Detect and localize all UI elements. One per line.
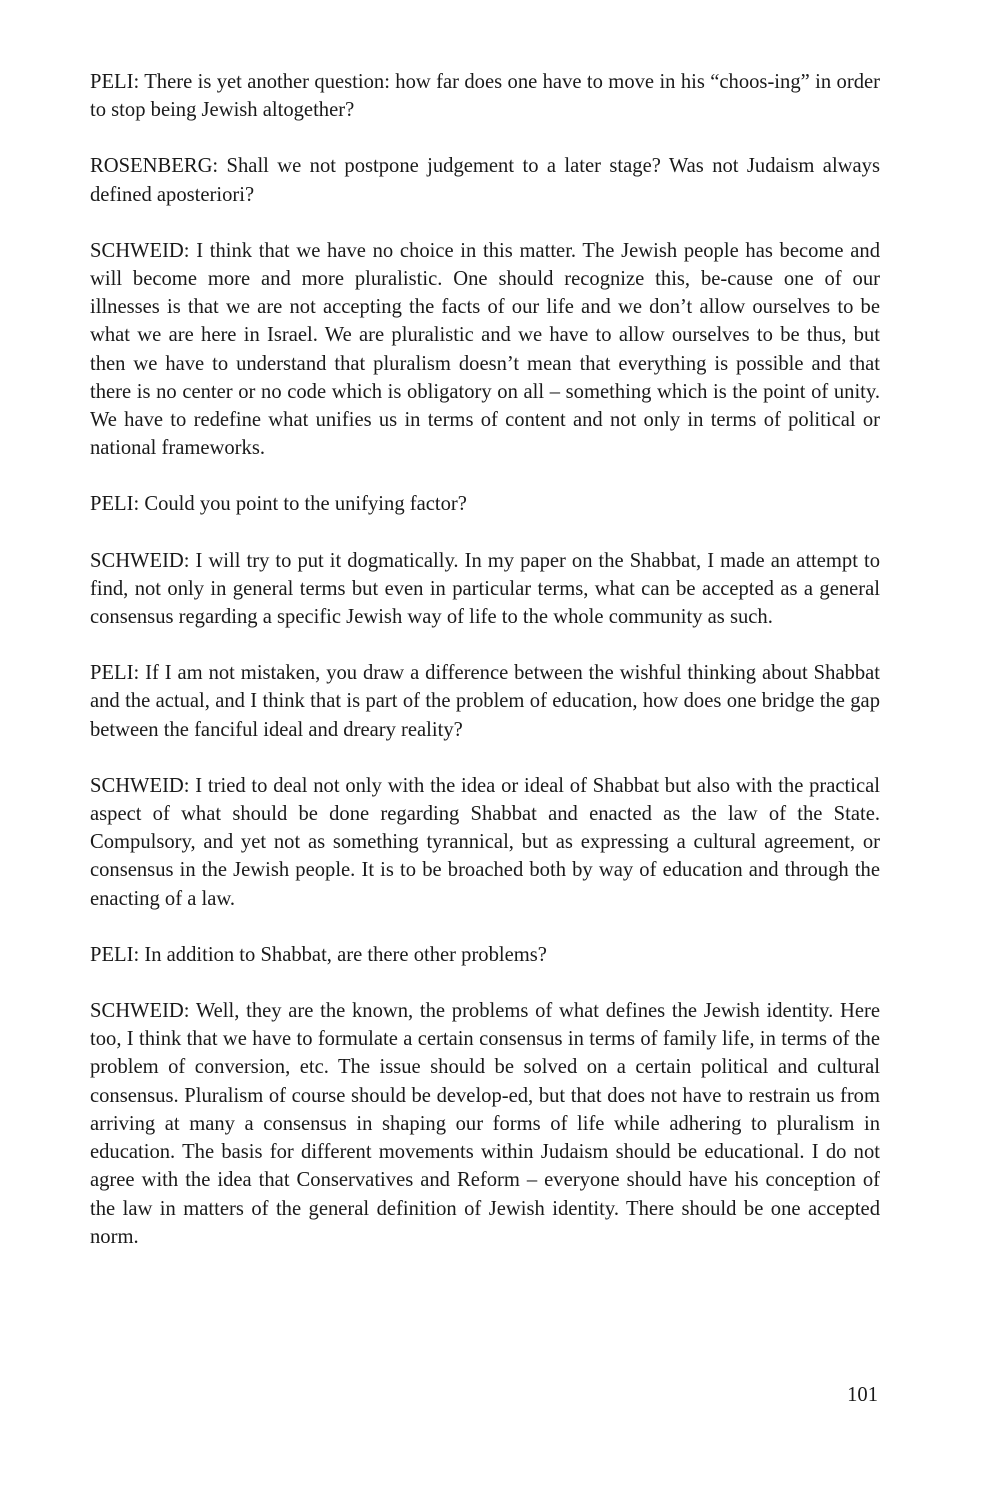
- paragraph-schweid-shabbat-law: SCHWEID: I tried to deal not only with the idea or ideal of Shabbat but also with the practical aspect of what should be done regarding Shabbat and enacted as the law of the State. Compulsory, and yet not as something tyrannical, but as expressing a cultural agreement, or consensus in the Jewish people. It is to be broached both by way of education and through the enacting of a law.: [90, 774, 880, 910]
- page-number: 101: [847, 1384, 878, 1406]
- paragraph-peli-other-problems: PELI: In addition to Shabbat, are there other problems?: [90, 943, 547, 966]
- paragraph-rosenberg-judgement: ROSENBERG: Shall we not postpone judgement to a later stage? Was not Judaism always defined aposteriori?: [90, 155, 880, 206]
- paragraph-schweid-jewish-identity: SCHWEID: Well, they are the known, the problems of what defines the Jewish identity. Here too, I think that we have to formulate a certain consensus in terms of family life, in terms of the problem of conversion, etc. The issue should be solved on a certain political and cultural consensus. Pluralism of course should be develop-ed, but that does not have to restrain us from arriving at many a consensus in shaping our forms of life while adhering to pluralism in education. The basis for different movements within Judaism should be educational. I do not agree with the idea that Conservatives and Reform – everyone should have his conception of the law in matters of the general definition of Jewish identity. There should be one accepted norm.: [90, 1000, 880, 1248]
- paragraph-schweid-shabbat-paper: SCHWEID: I will try to put it dogmatically. In my paper on the Shabbat, I made an attempt to find, not only in general terms but even in particular terms, what can be accepted as a general consensus regarding a specific Jewish way of life to the whole community as such.: [90, 549, 880, 629]
- paragraph-peli-unifying-factor: PELI: Could you point to the unifying factor?: [90, 493, 467, 516]
- paragraph-peli-wishful-thinking: PELI: If I am not mistaken, you draw a difference between the wishful thinking about Shabbat and the actual, and I think that is part of the problem of education, how does one bridge the gap between the fanciful ideal and dreary reality?: [90, 662, 880, 741]
- page-body: [90, 68, 880, 1279]
- paragraph-schweid-pluralism: SCHWEID: I think that we have no choice in this matter. The Jewish people has become and will become more and more pluralistic. One should recognize this, be-cause one of our illnesses is that we are not accepting the facts of our life and we don’t allow ourselves to be what we are here in Israel. We are pluralistic and we have to allow ourselves to be thus, but then we have to understand that pluralism doesn’t mean that everything is possible and that there is no center or no code which is obligatory on all – something which is the point of unity. We have to redefine what unifies us in terms of content and not only in terms of political or national frameworks.: [90, 239, 880, 460]
- paragraph-peli-question-choosing: PELI: There is yet another question: how far does one have to move in his “choos-ing” in order to stop being Jewish altogether?: [90, 71, 880, 122]
